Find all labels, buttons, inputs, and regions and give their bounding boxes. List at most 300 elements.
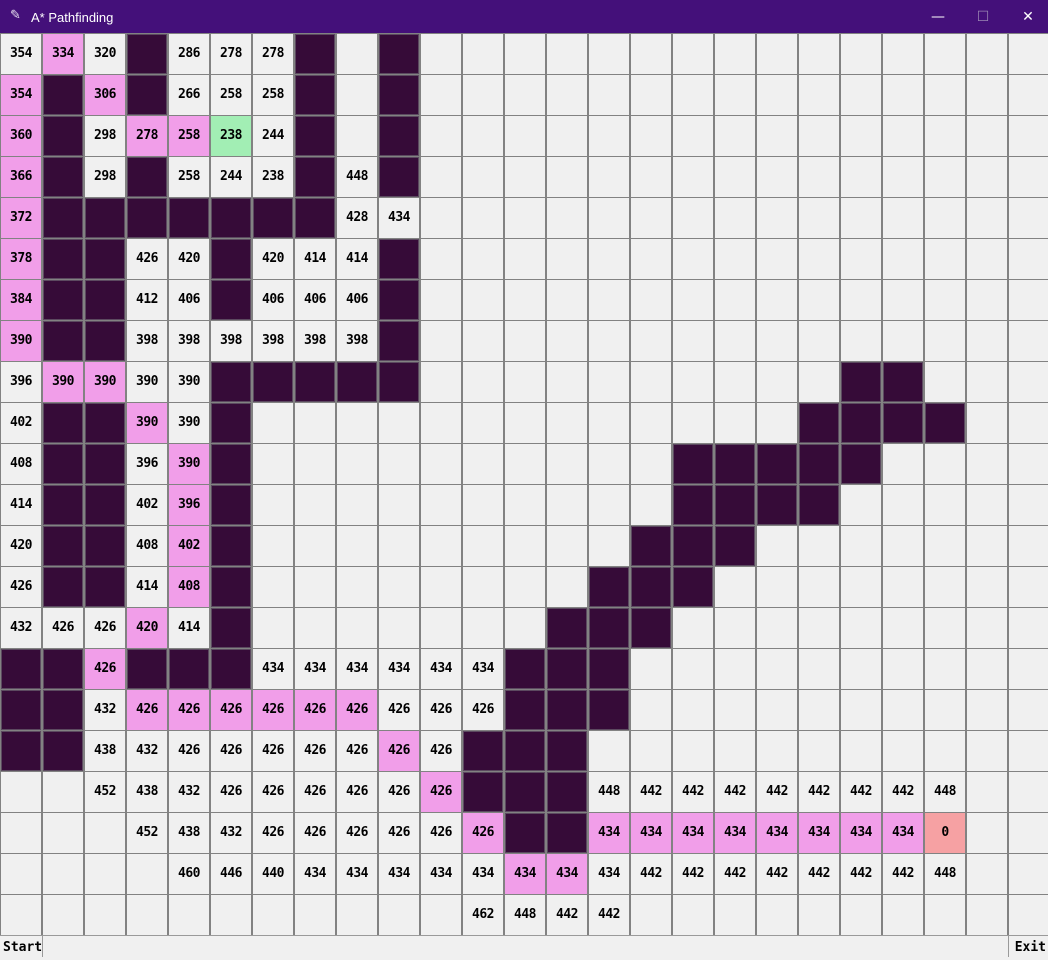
grid-cell-empty[interactable]	[925, 198, 965, 238]
grid-cell-wall[interactable]	[43, 526, 83, 566]
grid-cell-empty[interactable]	[85, 854, 125, 894]
grid-cell-empty[interactable]	[841, 895, 881, 935]
grid-cell-empty[interactable]	[631, 34, 671, 74]
grid-cell-empty[interactable]	[253, 608, 293, 648]
grid-cell-empty[interactable]	[1009, 526, 1048, 566]
grid-cell-empty[interactable]	[715, 362, 755, 402]
grid-cell-empty[interactable]	[463, 526, 503, 566]
grid-cell-empty[interactable]	[799, 198, 839, 238]
grid-cell-path[interactable]: 390	[127, 403, 167, 443]
grid-cell-wall[interactable]	[589, 567, 629, 607]
grid-cell-empty[interactable]	[799, 608, 839, 648]
grid-cell-empty[interactable]	[253, 444, 293, 484]
grid-cell-path[interactable]: 354	[1, 75, 41, 115]
grid-cell-empty[interactable]	[421, 895, 461, 935]
grid-cell-empty[interactable]	[967, 280, 1007, 320]
grid-cell-empty[interactable]: 442	[841, 772, 881, 812]
grid-cell-empty[interactable]: 390	[169, 403, 209, 443]
grid-cell-empty[interactable]	[421, 526, 461, 566]
grid-cell-wall[interactable]	[841, 362, 881, 402]
grid-cell-empty[interactable]	[883, 116, 923, 156]
grid-cell-empty[interactable]	[757, 198, 797, 238]
grid-cell-empty[interactable]	[757, 321, 797, 361]
grid-cell-empty[interactable]	[841, 198, 881, 238]
grid-cell-path[interactable]: 390	[43, 362, 83, 402]
grid-cell-empty[interactable]: 420	[1, 526, 41, 566]
grid-cell-empty[interactable]	[505, 403, 545, 443]
grid-cell-empty[interactable]	[883, 690, 923, 730]
grid-cell-empty[interactable]: 258	[253, 75, 293, 115]
grid-cell-empty[interactable]	[43, 854, 83, 894]
grid-cell-empty[interactable]	[799, 157, 839, 197]
grid-cell-empty[interactable]	[379, 895, 419, 935]
grid-cell-empty[interactable]	[379, 403, 419, 443]
grid-cell-wall[interactable]	[295, 75, 335, 115]
grid-cell-wall[interactable]	[505, 813, 545, 853]
grid-cell-empty[interactable]	[1, 854, 41, 894]
grid-cell-empty[interactable]	[421, 280, 461, 320]
grid-cell-empty[interactable]	[547, 362, 587, 402]
grid-cell-empty[interactable]	[673, 362, 713, 402]
grid-cell-empty[interactable]	[337, 485, 377, 525]
grid-cell-empty[interactable]	[43, 895, 83, 935]
grid-cell-wall[interactable]	[673, 526, 713, 566]
grid-cell-empty[interactable]: 438	[169, 813, 209, 853]
grid-cell-wall[interactable]	[43, 649, 83, 689]
grid-cell-empty[interactable]	[589, 198, 629, 238]
grid-cell-empty[interactable]: 398	[295, 321, 335, 361]
grid-cell-wall[interactable]	[211, 608, 251, 648]
grid-cell-wall[interactable]	[589, 690, 629, 730]
grid-cell-empty[interactable]: 426	[337, 772, 377, 812]
grid-cell-empty[interactable]	[673, 895, 713, 935]
grid-cell-empty[interactable]	[967, 362, 1007, 402]
grid-cell-empty[interactable]	[1009, 34, 1048, 74]
grid-cell-empty[interactable]	[253, 567, 293, 607]
grid-cell-empty[interactable]	[547, 157, 587, 197]
grid-cell-empty[interactable]	[715, 567, 755, 607]
grid-cell-empty[interactable]	[505, 157, 545, 197]
close-button[interactable]: ✕	[1022, 9, 1034, 25]
grid-cell-wall[interactable]	[799, 444, 839, 484]
grid-cell-wall[interactable]	[43, 321, 83, 361]
grid-cell-empty[interactable]	[757, 34, 797, 74]
grid-cell-empty[interactable]	[715, 321, 755, 361]
grid-cell-wall[interactable]	[211, 649, 251, 689]
grid-cell-empty[interactable]	[295, 444, 335, 484]
grid-cell-empty[interactable]: 448	[589, 772, 629, 812]
grid-cell-empty[interactable]	[967, 526, 1007, 566]
grid-cell-empty[interactable]	[841, 526, 881, 566]
grid-cell-empty[interactable]	[295, 485, 335, 525]
grid-cell-empty[interactable]	[757, 690, 797, 730]
grid-cell-empty[interactable]: 298	[85, 116, 125, 156]
grid-cell-wall[interactable]	[211, 526, 251, 566]
grid-cell-empty[interactable]: 258	[211, 75, 251, 115]
grid-cell-wall[interactable]	[799, 485, 839, 525]
grid-cell-empty[interactable]: 426	[253, 813, 293, 853]
grid-cell-empty[interactable]	[799, 567, 839, 607]
grid-cell-empty[interactable]: 426	[1, 567, 41, 607]
grid-cell-empty[interactable]	[799, 116, 839, 156]
grid-cell-empty[interactable]	[925, 34, 965, 74]
grid-cell-empty[interactable]	[967, 772, 1007, 812]
grid-cell-empty[interactable]	[463, 321, 503, 361]
grid-cell-empty[interactable]	[715, 895, 755, 935]
grid-cell-empty[interactable]: 442	[715, 772, 755, 812]
grid-cell-empty[interactable]: 414	[1, 485, 41, 525]
grid-cell-wall[interactable]	[1, 731, 41, 771]
grid-cell-path[interactable]: 278	[127, 116, 167, 156]
grid-cell-empty[interactable]: 426	[295, 772, 335, 812]
grid-cell-empty[interactable]: 442	[799, 854, 839, 894]
grid-cell-wall[interactable]	[547, 772, 587, 812]
grid-cell-goal[interactable]: 0	[925, 813, 965, 853]
grid-cell-empty[interactable]	[379, 608, 419, 648]
grid-cell-empty[interactable]	[883, 567, 923, 607]
grid-cell-empty[interactable]	[967, 198, 1007, 238]
grid-cell-empty[interactable]: 426	[379, 690, 419, 730]
grid-cell-empty[interactable]	[799, 34, 839, 74]
grid-cell-path[interactable]: 378	[1, 239, 41, 279]
grid-cell-empty[interactable]: 438	[85, 731, 125, 771]
grid-cell-empty[interactable]	[1009, 362, 1048, 402]
grid-cell-empty[interactable]	[1009, 485, 1048, 525]
grid-cell-empty[interactable]: 462	[463, 895, 503, 935]
grid-cell-empty[interactable]	[799, 321, 839, 361]
pathfinding-grid[interactable]	[0, 33, 1048, 936]
grid-cell-empty[interactable]: 412	[127, 280, 167, 320]
grid-cell-wall[interactable]	[463, 772, 503, 812]
grid-cell-empty[interactable]: 406	[253, 280, 293, 320]
grid-cell-wall[interactable]	[841, 444, 881, 484]
grid-cell-empty[interactable]	[631, 649, 671, 689]
grid-cell-empty[interactable]: 432	[1, 608, 41, 648]
grid-cell-wall[interactable]	[211, 403, 251, 443]
grid-cell-empty[interactable]: 442	[799, 772, 839, 812]
grid-cell-empty[interactable]	[967, 813, 1007, 853]
grid-cell-path[interactable]: 434	[715, 813, 755, 853]
grid-cell-empty[interactable]	[757, 895, 797, 935]
grid-cell-empty[interactable]	[757, 567, 797, 607]
grid-cell-wall[interactable]	[127, 157, 167, 197]
grid-cell-empty[interactable]: 398	[169, 321, 209, 361]
grid-cell-wall[interactable]	[211, 485, 251, 525]
grid-cell-empty[interactable]	[631, 280, 671, 320]
grid-cell-wall[interactable]	[673, 485, 713, 525]
grid-cell-empty[interactable]: 402	[127, 485, 167, 525]
grid-cell-empty[interactable]	[589, 75, 629, 115]
grid-cell-wall[interactable]	[631, 567, 671, 607]
grid-cell-empty[interactable]	[547, 403, 587, 443]
grid-cell-empty[interactable]	[967, 649, 1007, 689]
grid-cell-empty[interactable]	[505, 198, 545, 238]
grid-cell-empty[interactable]: 426	[43, 608, 83, 648]
grid-cell-wall[interactable]	[43, 198, 83, 238]
grid-cell-empty[interactable]	[463, 567, 503, 607]
grid-cell-empty[interactable]	[1009, 649, 1048, 689]
grid-cell-empty[interactable]: 446	[211, 854, 251, 894]
grid-cell-empty[interactable]	[337, 895, 377, 935]
grid-cell-empty[interactable]	[925, 608, 965, 648]
grid-cell-empty[interactable]: 434	[589, 854, 629, 894]
grid-cell-empty[interactable]	[547, 75, 587, 115]
grid-cell-empty[interactable]	[757, 280, 797, 320]
grid-cell-path[interactable]: 372	[1, 198, 41, 238]
grid-cell-empty[interactable]: 286	[169, 34, 209, 74]
grid-cell-path[interactable]: 258	[169, 116, 209, 156]
grid-cell-empty[interactable]: 426	[211, 731, 251, 771]
grid-cell-empty[interactable]	[421, 116, 461, 156]
grid-cell-empty[interactable]	[967, 157, 1007, 197]
grid-cell-empty[interactable]	[1009, 444, 1048, 484]
grid-cell-wall[interactable]	[1, 690, 41, 730]
grid-cell-empty[interactable]	[967, 444, 1007, 484]
grid-cell-empty[interactable]	[421, 157, 461, 197]
grid-cell-wall[interactable]	[253, 362, 293, 402]
grid-cell-wall[interactable]	[715, 526, 755, 566]
grid-cell-empty[interactable]: 442	[841, 854, 881, 894]
grid-cell-wall[interactable]	[85, 403, 125, 443]
grid-cell-empty[interactable]	[379, 444, 419, 484]
grid-cell-empty[interactable]: 390	[169, 362, 209, 402]
grid-cell-empty[interactable]: 452	[85, 772, 125, 812]
grid-cell-empty[interactable]: 238	[253, 157, 293, 197]
grid-cell-empty[interactable]: 440	[253, 854, 293, 894]
grid-cell-empty[interactable]	[799, 895, 839, 935]
grid-cell-wall[interactable]	[295, 362, 335, 402]
grid-cell-empty[interactable]	[631, 444, 671, 484]
grid-cell-empty[interactable]: 414	[337, 239, 377, 279]
grid-cell-empty[interactable]: 442	[673, 854, 713, 894]
grid-cell-empty[interactable]	[925, 526, 965, 566]
grid-cell-empty[interactable]: 432	[211, 813, 251, 853]
grid-cell-empty[interactable]	[841, 75, 881, 115]
grid-cell-empty[interactable]	[463, 239, 503, 279]
grid-cell-empty[interactable]: 438	[127, 772, 167, 812]
grid-cell-empty[interactable]	[673, 116, 713, 156]
maximize-button[interactable]: ☐	[976, 9, 990, 25]
grid-cell-empty[interactable]	[547, 239, 587, 279]
grid-cell-empty[interactable]: 426	[211, 772, 251, 812]
grid-cell-path[interactable]: 426	[295, 690, 335, 730]
grid-cell-wall[interactable]	[631, 526, 671, 566]
grid-cell-empty[interactable]	[631, 485, 671, 525]
grid-cell-empty[interactable]	[589, 485, 629, 525]
grid-cell-wall[interactable]	[295, 34, 335, 74]
grid-cell-empty[interactable]: 426	[295, 813, 335, 853]
grid-cell-empty[interactable]	[1009, 854, 1048, 894]
grid-cell-empty[interactable]	[925, 567, 965, 607]
grid-cell-wall[interactable]	[505, 731, 545, 771]
grid-cell-empty[interactable]	[463, 198, 503, 238]
grid-cell-empty[interactable]	[295, 608, 335, 648]
grid-cell-empty[interactable]	[967, 731, 1007, 771]
grid-cell-empty[interactable]	[1009, 608, 1048, 648]
grid-cell-empty[interactable]: 426	[421, 731, 461, 771]
grid-cell-wall[interactable]	[211, 444, 251, 484]
grid-cell-wall[interactable]	[1, 649, 41, 689]
grid-cell-empty[interactable]	[673, 649, 713, 689]
grid-cell-path[interactable]: 426	[463, 813, 503, 853]
grid-cell-empty[interactable]	[967, 116, 1007, 156]
grid-cell-empty[interactable]	[925, 362, 965, 402]
grid-cell-empty[interactable]: 434	[337, 854, 377, 894]
grid-cell-empty[interactable]	[463, 608, 503, 648]
grid-cell-empty[interactable]	[673, 731, 713, 771]
grid-cell-wall[interactable]	[925, 403, 965, 443]
grid-cell-empty[interactable]	[505, 362, 545, 402]
grid-cell-empty[interactable]: 414	[169, 608, 209, 648]
grid-cell-wall[interactable]	[547, 731, 587, 771]
grid-cell-wall[interactable]	[43, 239, 83, 279]
grid-cell-empty[interactable]	[925, 731, 965, 771]
grid-cell-empty[interactable]	[463, 362, 503, 402]
grid-cell-empty[interactable]	[925, 895, 965, 935]
grid-cell-path[interactable]: 408	[169, 567, 209, 607]
grid-cell-empty[interactable]: 442	[547, 895, 587, 935]
grid-cell-empty[interactable]: 426	[169, 731, 209, 771]
grid-cell-empty[interactable]	[883, 649, 923, 689]
grid-cell-wall[interactable]	[85, 485, 125, 525]
grid-cell-empty[interactable]	[421, 198, 461, 238]
grid-cell-empty[interactable]: 442	[883, 772, 923, 812]
grid-cell-path[interactable]: 434	[757, 813, 797, 853]
grid-cell-empty[interactable]	[127, 854, 167, 894]
grid-cell-wall[interactable]	[43, 485, 83, 525]
grid-cell-empty[interactable]	[841, 157, 881, 197]
grid-cell-empty[interactable]	[799, 690, 839, 730]
grid-cell-wall[interactable]	[43, 444, 83, 484]
grid-cell-empty[interactable]	[841, 649, 881, 689]
grid-cell-empty[interactable]	[589, 34, 629, 74]
grid-cell-wall[interactable]	[673, 444, 713, 484]
grid-cell-path[interactable]: 402	[169, 526, 209, 566]
grid-cell-wall[interactable]	[379, 75, 419, 115]
grid-cell-empty[interactable]: 426	[379, 772, 419, 812]
grid-cell-empty[interactable]	[1, 813, 41, 853]
grid-cell-wall[interactable]	[715, 444, 755, 484]
grid-cell-empty[interactable]	[799, 526, 839, 566]
grid-cell-wall[interactable]	[505, 772, 545, 812]
grid-cell-wall[interactable]	[43, 280, 83, 320]
grid-cell-empty[interactable]: 354	[1, 34, 41, 74]
grid-cell-empty[interactable]	[799, 649, 839, 689]
grid-cell-wall[interactable]	[127, 34, 167, 74]
grid-cell-empty[interactable]	[421, 34, 461, 74]
grid-cell-empty[interactable]	[673, 198, 713, 238]
grid-cell-empty[interactable]: 426	[337, 813, 377, 853]
grid-cell-empty[interactable]: 428	[337, 198, 377, 238]
grid-cell-empty[interactable]	[715, 75, 755, 115]
grid-cell-empty[interactable]	[673, 280, 713, 320]
grid-cell-empty[interactable]	[673, 239, 713, 279]
grid-cell-empty[interactable]	[799, 239, 839, 279]
grid-cell-empty[interactable]	[1009, 731, 1048, 771]
grid-cell-empty[interactable]	[505, 239, 545, 279]
grid-cell-empty[interactable]	[169, 895, 209, 935]
grid-cell-wall[interactable]	[85, 526, 125, 566]
grid-cell-empty[interactable]	[757, 157, 797, 197]
grid-cell-empty[interactable]: 442	[757, 854, 797, 894]
grid-cell-empty[interactable]: 426	[295, 731, 335, 771]
grid-cell-wall[interactable]	[547, 649, 587, 689]
grid-cell-wall[interactable]	[505, 690, 545, 730]
grid-cell-empty[interactable]: 390	[127, 362, 167, 402]
grid-cell-wall[interactable]	[379, 157, 419, 197]
grid-cell-empty[interactable]	[1009, 403, 1048, 443]
grid-cell-empty[interactable]	[757, 403, 797, 443]
grid-cell-empty[interactable]: 396	[1, 362, 41, 402]
grid-cell-empty[interactable]	[589, 116, 629, 156]
grid-cell-empty[interactable]	[631, 362, 671, 402]
grid-cell-empty[interactable]	[547, 444, 587, 484]
grid-cell-empty[interactable]	[1009, 690, 1048, 730]
grid-cell-empty[interactable]	[883, 444, 923, 484]
grid-cell-empty[interactable]: 432	[127, 731, 167, 771]
grid-cell-empty[interactable]	[715, 731, 755, 771]
grid-cell-path[interactable]: 390	[1, 321, 41, 361]
grid-cell-empty[interactable]: 426	[253, 772, 293, 812]
grid-cell-empty[interactable]: 434	[379, 649, 419, 689]
grid-cell-wall[interactable]	[127, 649, 167, 689]
grid-cell-empty[interactable]: 406	[337, 280, 377, 320]
grid-cell-empty[interactable]: 432	[85, 690, 125, 730]
grid-cell-empty[interactable]	[967, 239, 1007, 279]
grid-cell-empty[interactable]	[295, 526, 335, 566]
grid-cell-wall[interactable]	[631, 608, 671, 648]
grid-cell-empty[interactable]	[589, 157, 629, 197]
grid-cell-empty[interactable]	[883, 198, 923, 238]
grid-cell-empty[interactable]: 426	[379, 813, 419, 853]
grid-cell-empty[interactable]	[715, 116, 755, 156]
grid-cell-empty[interactable]	[547, 321, 587, 361]
grid-cell-empty[interactable]	[799, 731, 839, 771]
grid-cell-path[interactable]: 434	[673, 813, 713, 853]
grid-cell-path[interactable]: 434	[799, 813, 839, 853]
grid-cell-empty[interactable]: 434	[421, 649, 461, 689]
grid-cell-empty[interactable]	[1009, 198, 1048, 238]
grid-cell-wall[interactable]	[85, 321, 125, 361]
grid-cell-empty[interactable]	[1009, 895, 1048, 935]
grid-cell-empty[interactable]: 414	[127, 567, 167, 607]
grid-cell-path[interactable]: 396	[169, 485, 209, 525]
grid-cell-empty[interactable]	[925, 444, 965, 484]
grid-cell-path[interactable]: 434	[547, 854, 587, 894]
grid-cell-empty[interactable]: 402	[1, 403, 41, 443]
grid-cell-empty[interactable]	[841, 34, 881, 74]
grid-cell-empty[interactable]: 442	[631, 772, 671, 812]
grid-cell-wall[interactable]	[43, 403, 83, 443]
grid-cell-empty[interactable]	[925, 321, 965, 361]
grid-cell-empty[interactable]	[421, 239, 461, 279]
grid-cell-empty[interactable]	[883, 895, 923, 935]
grid-cell-empty[interactable]: 398	[253, 321, 293, 361]
grid-cell-empty[interactable]	[253, 526, 293, 566]
grid-cell-empty[interactable]	[757, 608, 797, 648]
grid-cell-empty[interactable]	[631, 403, 671, 443]
grid-cell-empty[interactable]	[337, 403, 377, 443]
grid-cell-empty[interactable]	[631, 895, 671, 935]
grid-cell-empty[interactable]	[505, 567, 545, 607]
grid-cell-empty[interactable]: 448	[505, 895, 545, 935]
grid-cell-empty[interactable]	[967, 854, 1007, 894]
grid-cell-start[interactable]: 238	[211, 116, 251, 156]
grid-cell-empty[interactable]	[841, 321, 881, 361]
grid-cell-empty[interactable]	[925, 116, 965, 156]
grid-cell-empty[interactable]: 320	[85, 34, 125, 74]
grid-cell-empty[interactable]	[379, 567, 419, 607]
